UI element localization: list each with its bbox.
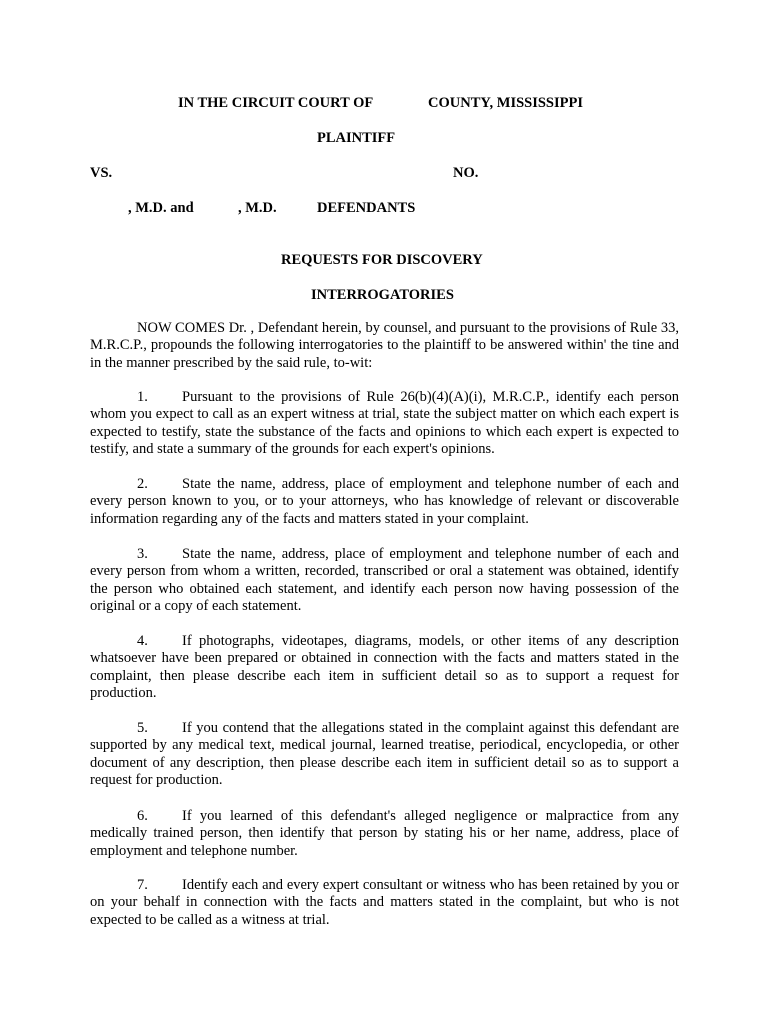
interrogatory-4 [90,633,679,703]
item-number: 1. [137,389,148,405]
defendants-label: DEFENDANTS [317,200,416,216]
section-title: INTERROGATORIES [311,287,454,303]
item-text: State the name, address, place of employment and telephone number of each and every person from whom a written, recorded, transcribed or oral a statement was obtained, identify the person who obtained each statement, and identify each person now having possession of the original or a copy of each statement. [90,546,679,615]
defendant-one: , M.D. and [128,200,194,216]
interrogatory-7 [90,877,679,929]
interrogatory-1 [90,389,679,459]
case-number-label: NO. [453,165,479,181]
item-text: State the name, address, place of employment and telephone number of each and every person known to you, or to your attorneys, who has knowledge of relevant or discoverable information regarding any of the facts and matters stated in your complaint. [90,476,679,527]
item-text: If photographs, videotapes, diagrams, models, or other items of any description whatsoever have been prepared or obtained in connection with the facts and matters stated in the complaint, then please describe each item in sufficient detail so as to support a request for production. [90,633,679,702]
item-text: Identify each and every expert consultant or witness who has been retained by you or on your behalf in connection with the facts and matters stated in the complaint, but who is not expected to be called as a witness at trial. [90,877,679,928]
interrogatory-2 [90,476,679,528]
interrogatory-3 [90,546,679,616]
item-number: 7. [137,877,148,893]
item-number: 6. [137,808,148,824]
versus-label: VS. [90,165,113,181]
item-text: If you contend that the allegations stated in the complaint against this defendant are supported by any medical text, medical journal, learned treatise, periodical, encyclopedia, or other document of any description, then please describe each item in sufficient detail so as to support a request for production. [90,720,679,789]
interrogatory-5 [90,720,679,790]
item-text: If you learned of this defendant's alleged negligence or malpractice from any medically trained person, then identify that person by stating his or her name, address, place of employment and telephone number. [90,808,679,859]
item-number: 4. [137,633,148,649]
item-number: 3. [137,546,148,562]
document-title: REQUESTS FOR DISCOVERY [281,252,483,268]
item-number: 5. [137,720,148,736]
plaintiff-label: PLAINTIFF [317,130,396,146]
item-text: Pursuant to the provisions of Rule 26(b)(4)(A)(i), M.R.C.P., identify each person whom you expect to call as an expert witness at trial, state the subject matter on which each expert is expected to testify, state the substance of the facts and opinions to which each expert is expected to testify, and state a summary of the grounds for each expert's opinions. [90,389,679,458]
item-number: 2. [137,476,148,492]
defendant-two: , M.D. [238,200,277,216]
intro-paragraph: NOW COMES Dr. , Defendant herein, by counsel, and pursuant to the provisions of Rule 33, M.R.C.P., propounds the following interrogatories to the plaintiff to be answered within' the tine and in the manner prescribed by the said rule, to-wit: [90,320,679,371]
court-name-right: COUNTY, MISSISSIPPI [428,95,583,111]
court-name-left: IN THE CIRCUIT COURT OF [178,95,374,111]
interrogatory-6 [90,808,679,860]
